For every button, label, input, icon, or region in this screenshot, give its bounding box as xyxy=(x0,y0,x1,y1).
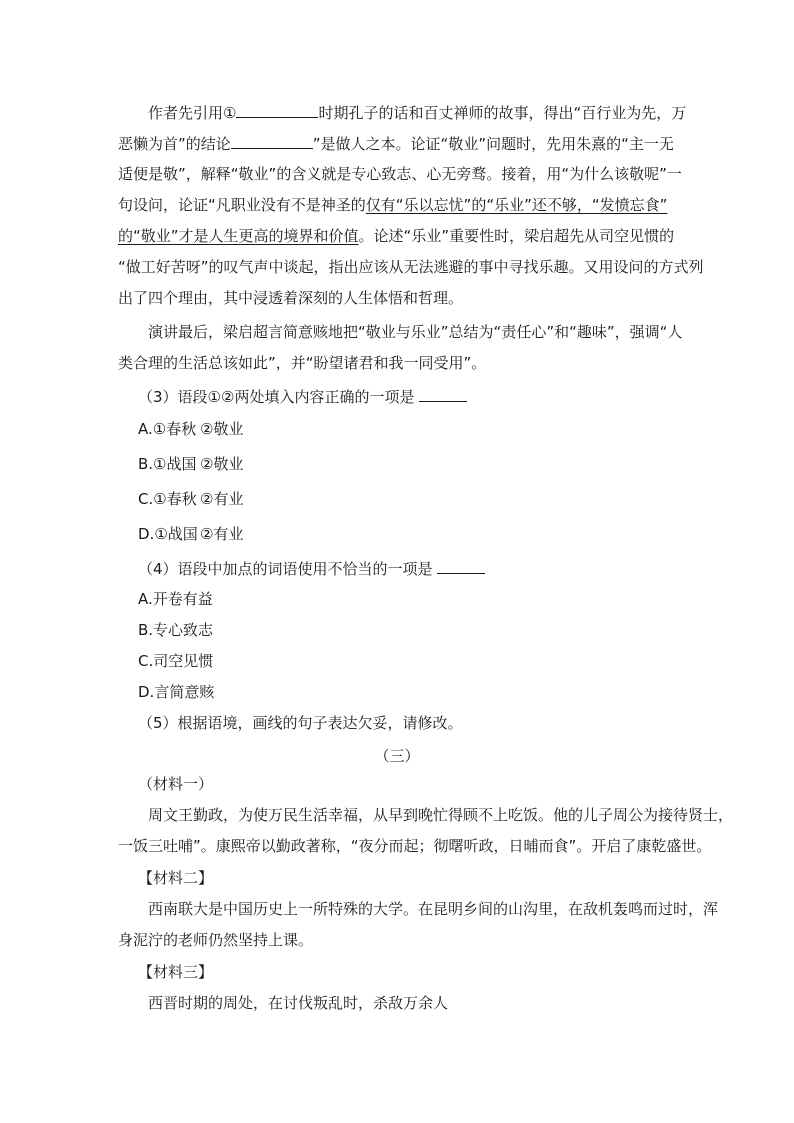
para1-text: 。论述“乐业”重要性时，梁启超先从司空见惯的 xyxy=(358,227,675,245)
material-3-line1: 西晋时期的周处，在讨伐叛乱时，杀敌万余人 xyxy=(148,994,449,1012)
q3-option-b[interactable] xyxy=(138,454,243,476)
question-4-stem: （4）语段中加点的词语使用不恰当的一项是 xyxy=(138,560,433,578)
q4-option-d[interactable]: D.言简意赅 xyxy=(138,683,215,701)
option-text: ②敬业 xyxy=(200,420,244,438)
material-1-label: （材料一） xyxy=(138,775,214,793)
material-1-line1: 周文王勤政，为使万民生活幸福，从早到晚忙得顾不上吃饭。他的儿子周公为接待贤士， xyxy=(148,806,734,824)
para1-line4 xyxy=(118,195,667,217)
option-text: ②有业 xyxy=(200,525,244,543)
material-2-line1: 西南联大是中国历史上一所特殊的大学。在昆明乡间的山沟里，在敌机轰鸣而过时，浑 xyxy=(148,900,719,918)
q4-option-a[interactable]: A.开卷有益 xyxy=(138,590,213,608)
material-3-label: 【材料三】 xyxy=(138,963,214,981)
question-5: （5）根据语境，画线的句子表达欠妥，请修改。 xyxy=(138,714,463,732)
option-label: B.①战国 xyxy=(138,455,197,473)
para2-line2: 类合理的生活总该如此”，并“盼望诸君和我一同受用”。 xyxy=(118,354,487,372)
option-text: ②敬业 xyxy=(200,455,244,473)
blank-1[interactable] xyxy=(236,102,318,118)
para2-line1: 演讲最后，梁启超言简意赅地把“敬业与乐业”总结为“责任心”和“趣味”，强调“人 xyxy=(148,323,683,341)
option-label: D.①战国 xyxy=(138,525,198,543)
q3-option-d[interactable] xyxy=(138,524,243,546)
question-4 xyxy=(138,558,485,580)
option-label: C.①春秋 xyxy=(138,490,197,508)
para1-line5 xyxy=(118,226,674,248)
answer-blank-4[interactable] xyxy=(437,558,485,574)
q3-option-a[interactable] xyxy=(138,419,243,441)
para1-line1 xyxy=(148,102,686,124)
material-2-label: 【材料二】 xyxy=(138,869,214,887)
q3-option-c[interactable] xyxy=(138,489,243,511)
q4-option-c[interactable]: C.司空见惯 xyxy=(138,652,214,670)
option-label: A.①春秋 xyxy=(138,420,197,438)
option-text: ②有业 xyxy=(200,490,244,508)
blank-2[interactable] xyxy=(231,133,313,149)
para1-text: 作者先引用① xyxy=(148,104,237,122)
material-1-line2: 一饭三吐哺”。康熙帝以勤政著称，“夜分而起；彻曙听政，日晡而食”。开启了康乾盛世。 xyxy=(118,837,712,855)
underlined-sentence: 仅有“乐以忘忧”的“乐业”还不够，“发愤忘食” xyxy=(365,196,668,214)
para1-line7: 出了四个理由，其中浸透着深刻的人生体悟和哲理。 xyxy=(118,289,464,307)
para1-line6: “做工好苦呀”的叹气声中谈起，指出应该从无法逃避的事中寻找乐趣。又用设问的方式列 xyxy=(118,258,704,276)
material-2-line2: 身泥泞的老师仍然坚持上课。 xyxy=(118,931,314,949)
question-3-stem: （3）语段①②两处填入内容正确的一项是 xyxy=(138,388,415,406)
para1-text: 句设问，论证“凡职业没有不是神圣的 xyxy=(118,196,366,214)
section-3-heading: （三） xyxy=(374,747,420,765)
para1-text: 时期孔子的话和百丈禅师的故事，得出“百行业为先，万 xyxy=(318,104,687,122)
question-3 xyxy=(138,386,467,408)
para1-text: ”是做人之本。论证“敬业”问题时，先用朱熹的“主一无 xyxy=(312,135,674,153)
para1-text: 恶懒为首”的结论 xyxy=(118,135,231,153)
para1-line3: 适便是敬”，解释“敬业”的含义就是专心致志、心无旁骛。接着，用“为什么该敬呢”一 xyxy=(118,165,682,183)
underlined-sentence: 的“敬业”才是人生更高的境界和价值 xyxy=(118,227,359,245)
answer-blank-3[interactable] xyxy=(419,386,467,402)
q4-option-b[interactable]: B.专心致志 xyxy=(138,621,214,639)
para1-line2 xyxy=(118,133,674,155)
